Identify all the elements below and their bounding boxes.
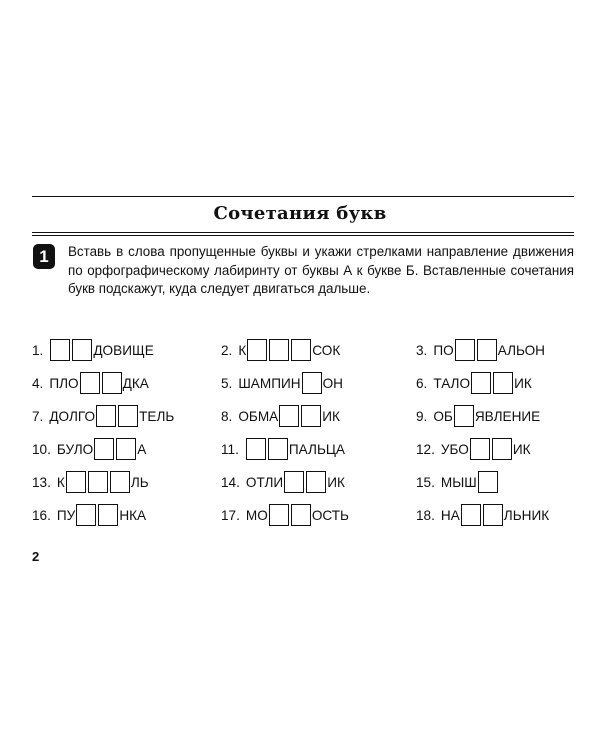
letter-box[interactable] bbox=[461, 504, 481, 526]
letter-box[interactable] bbox=[455, 339, 475, 361]
header-rule-top bbox=[32, 196, 574, 197]
letter-box[interactable] bbox=[483, 504, 503, 526]
letter-box[interactable] bbox=[94, 438, 114, 460]
exercise-item-9 bbox=[416, 404, 540, 428]
item-number: 17. bbox=[221, 507, 240, 523]
exercise-item-17 bbox=[221, 503, 349, 527]
letter-box[interactable] bbox=[88, 471, 108, 493]
word-end: ИК bbox=[514, 375, 532, 391]
exercise-item-2 bbox=[221, 338, 340, 362]
word-start: НА bbox=[440, 507, 460, 523]
letter-box[interactable] bbox=[102, 372, 122, 394]
word-start: УБО bbox=[440, 441, 469, 457]
letter-box[interactable] bbox=[66, 471, 86, 493]
word-end: СОК bbox=[312, 342, 341, 358]
word-end: ЛЬНИК bbox=[503, 507, 550, 523]
exercise-item-8 bbox=[221, 404, 340, 428]
word-end: ПАЛЬЦА bbox=[288, 441, 345, 457]
word-end: ОН bbox=[322, 375, 343, 391]
letter-box[interactable] bbox=[291, 339, 311, 361]
letter-box[interactable] bbox=[118, 405, 138, 427]
word-end: ТЕЛЬ bbox=[139, 408, 175, 424]
item-number: 12. bbox=[416, 441, 435, 457]
page-number: 2 bbox=[32, 549, 40, 564]
letter-box[interactable] bbox=[279, 405, 299, 427]
exercise-item-10 bbox=[32, 437, 146, 461]
exercise-item-1 bbox=[32, 338, 154, 362]
letter-box[interactable] bbox=[284, 471, 304, 493]
letter-box[interactable] bbox=[291, 504, 311, 526]
exercise-item-6 bbox=[416, 371, 532, 395]
word-end: НКА bbox=[119, 507, 147, 523]
word-end: ИК bbox=[327, 474, 345, 490]
item-number: 11. bbox=[221, 441, 239, 457]
item-number: 10. bbox=[32, 441, 51, 457]
exercise-item-18 bbox=[416, 503, 549, 527]
exercise-row bbox=[0, 404, 600, 428]
letter-box[interactable] bbox=[301, 405, 321, 427]
letter-box[interactable] bbox=[269, 504, 289, 526]
word-start: ОТЛИ bbox=[245, 474, 284, 490]
exercise-row bbox=[0, 470, 600, 494]
word-end: ИК bbox=[512, 441, 531, 457]
letter-box[interactable] bbox=[477, 339, 497, 361]
item-number: 5. bbox=[221, 375, 233, 391]
item-number: 7. bbox=[32, 408, 44, 424]
exercise-item-7 bbox=[32, 404, 174, 428]
word-start: ОБМА bbox=[238, 408, 279, 424]
item-number: 1. bbox=[32, 342, 44, 358]
section-title: Сочетания букв bbox=[213, 203, 387, 224]
item-number: 15. bbox=[416, 474, 435, 490]
item-number: 13. bbox=[32, 474, 51, 490]
word-start: ПУ bbox=[56, 507, 76, 523]
item-number: 14. bbox=[221, 474, 240, 490]
word-start: ПЛО bbox=[49, 375, 79, 391]
word-start: ТАЛО bbox=[433, 375, 471, 391]
letter-box[interactable] bbox=[72, 339, 92, 361]
word-start: ШАМПИН bbox=[238, 375, 301, 391]
exercise-row bbox=[0, 371, 600, 395]
exercise-item-3 bbox=[416, 338, 545, 362]
item-number: 3. bbox=[416, 342, 428, 358]
exercise-item-4 bbox=[32, 371, 149, 395]
word-end: ЛЬ bbox=[130, 474, 149, 490]
word-end: ЯВЛЕНИЕ bbox=[474, 408, 541, 424]
letter-box[interactable] bbox=[50, 339, 70, 361]
exercise-item-13 bbox=[32, 470, 149, 494]
word-start: МЫШ bbox=[440, 474, 477, 490]
word-start: К bbox=[238, 342, 247, 358]
word-end: ИК bbox=[322, 408, 340, 424]
item-number: 8. bbox=[221, 408, 233, 424]
letter-box[interactable] bbox=[98, 504, 118, 526]
header-rule-bottom-thin bbox=[32, 235, 574, 236]
word-start: ДОЛГО bbox=[49, 408, 96, 424]
letter-box[interactable] bbox=[269, 339, 289, 361]
word-start: К bbox=[56, 474, 65, 490]
exercise-row bbox=[0, 503, 600, 527]
letter-box[interactable] bbox=[247, 339, 267, 361]
letter-box[interactable] bbox=[246, 438, 266, 460]
word-end: ДКА bbox=[122, 375, 149, 391]
word-start: БУЛО bbox=[56, 441, 94, 457]
item-number: 9. bbox=[416, 408, 428, 424]
exercise-item-5 bbox=[221, 371, 343, 395]
word-end: ОСТЬ bbox=[311, 507, 349, 523]
letter-box[interactable] bbox=[80, 372, 100, 394]
item-number: 16. bbox=[32, 507, 51, 523]
item-number: 18. bbox=[416, 507, 435, 523]
word-end: А bbox=[137, 441, 147, 457]
letter-box[interactable] bbox=[110, 471, 130, 493]
letter-box[interactable] bbox=[493, 372, 513, 394]
exercise-item-14 bbox=[221, 470, 345, 494]
item-number: 4. bbox=[32, 375, 44, 391]
exercise-item-15 bbox=[416, 470, 499, 494]
exercise-row bbox=[0, 338, 600, 362]
word-start: МО bbox=[245, 507, 268, 523]
word-start: ОБ bbox=[433, 408, 453, 424]
letter-box[interactable] bbox=[470, 438, 490, 460]
letter-box[interactable] bbox=[471, 372, 491, 394]
word-end: АЛЬОН bbox=[497, 342, 546, 358]
exercise-row bbox=[0, 437, 600, 461]
letter-box[interactable] bbox=[116, 438, 136, 460]
letter-box[interactable] bbox=[268, 438, 288, 460]
letter-box[interactable] bbox=[478, 471, 498, 493]
word-end: ДОВИЩЕ bbox=[93, 342, 154, 358]
letter-box[interactable] bbox=[492, 438, 512, 460]
item-number: 6. bbox=[416, 375, 428, 391]
exercise-item-11 bbox=[221, 437, 345, 461]
letter-box[interactable] bbox=[96, 405, 116, 427]
letter-box[interactable] bbox=[76, 504, 96, 526]
item-number: 2. bbox=[221, 342, 233, 358]
header-rule-bottom bbox=[32, 232, 574, 233]
exercise-item-16 bbox=[32, 503, 146, 527]
letter-box[interactable] bbox=[454, 405, 474, 427]
letter-box[interactable] bbox=[302, 372, 322, 394]
task-number-badge: 1 bbox=[33, 244, 55, 269]
word-start: ПО bbox=[433, 342, 454, 358]
exercise-item-12 bbox=[416, 437, 531, 461]
task-instructions: Вставь в слова пропущенные буквы и укажи стрелками направление движения по орфографическому лабиринту от буквы А к букве Б. Вставленные сочетания букв подскажут, куда следует двигаться дальше. bbox=[68, 244, 574, 296]
letter-box[interactable] bbox=[306, 471, 326, 493]
